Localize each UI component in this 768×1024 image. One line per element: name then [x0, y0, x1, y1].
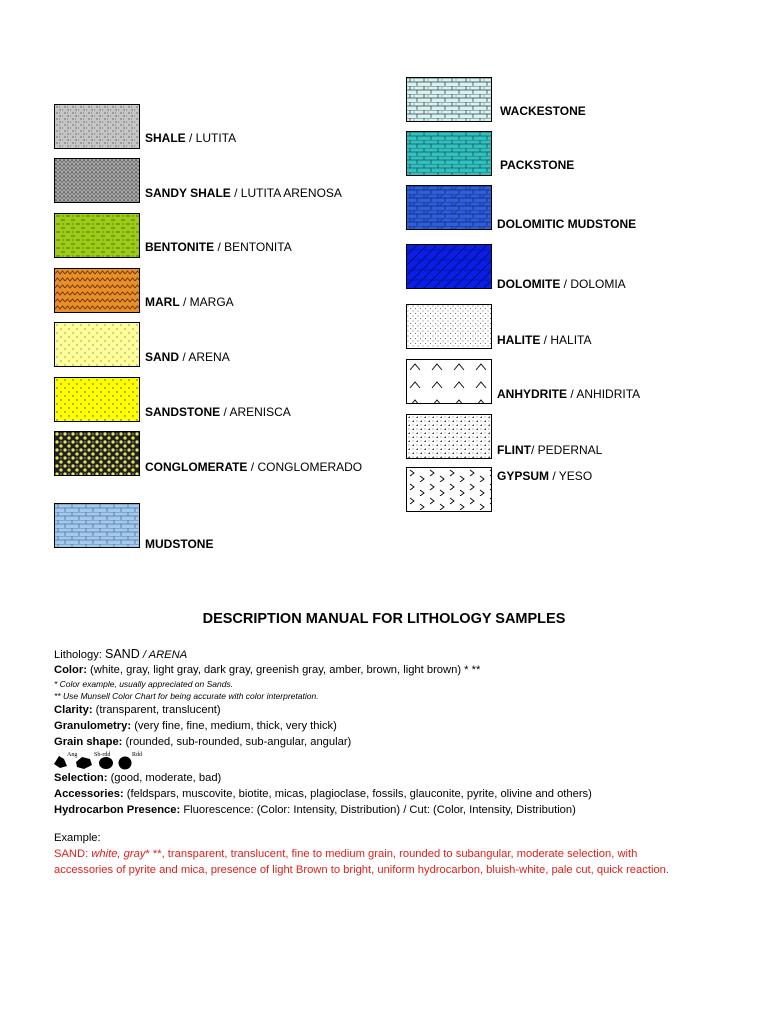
flint-label: FLINT/ PEDERNAL: [497, 443, 603, 457]
mudstone-swatch: [54, 503, 140, 548]
packstone-label: PACKSTONE: [500, 158, 575, 172]
wackestone-swatch: [406, 77, 492, 122]
dolomite-label: DOLOMITE / DOLOMIA: [497, 277, 626, 291]
sandy-shale-label: SANDY SHALE / LUTITA ARENOSA: [145, 186, 342, 200]
mudstone-label: MUDSTONE: [145, 537, 214, 551]
wackestone-label: WACKESTONE: [500, 104, 586, 118]
sandy-shale-swatch: [54, 158, 140, 203]
note-2: ** Use Munsell Color Chart for being accurate with color interpretation.: [54, 691, 319, 701]
note-1: * Color example, usually appreciated on Sands.: [54, 679, 234, 689]
anhydrite-swatch: [406, 359, 492, 404]
bentonite-swatch: [54, 213, 140, 258]
grain-label-ang: Ang: [67, 752, 78, 758]
subangular-grain-icon: [76, 757, 92, 769]
angular-grain-icon: [54, 756, 67, 768]
sand-swatch: [54, 322, 140, 367]
grain-shapes-graphic: [54, 750, 174, 770]
marl-swatch: [54, 268, 140, 313]
accessories-line: Accessories: (feldspars, muscovite, biotite, micas, plagioclase, fossils, glauconite, pyrite, olivine and others): [54, 788, 592, 800]
sandstone-swatch: [54, 377, 140, 422]
dolomite-swatch: [406, 244, 492, 289]
sandstone-label: SANDSTONE / ARENISCA: [145, 405, 291, 419]
shale-swatch: [54, 104, 140, 149]
packstone-swatch: [406, 131, 492, 176]
granulometry-line: Granulometry: (very fine, fine, medium, thick, very thick): [54, 720, 337, 732]
dolomitic-mudstone-swatch: [406, 185, 492, 230]
grain-label-rdd: Rdd: [132, 752, 143, 758]
anhydrite-label: ANHYDRITE / ANHIDRITA: [497, 387, 641, 401]
selection-line: Selection: (good, moderate, bad): [54, 772, 222, 784]
grain-shape-icons: [54, 750, 174, 770]
shale-label: SHALE / LUTITA: [145, 131, 237, 145]
sand-label: SAND / ARENA: [145, 350, 230, 364]
manual-description: [54, 646, 734, 878]
halite-swatch: [406, 304, 492, 349]
bentonite-label: BENTONITE / BENTONITA: [145, 240, 292, 254]
conglomerate-swatch: [54, 431, 140, 476]
example-label: Example:: [54, 832, 101, 844]
rounded-grain-icon: [119, 757, 132, 770]
marl-label: MARL / MARGA: [145, 295, 234, 309]
dolomitic-mudstone-label: DOLOMITIC MUDSTONE: [497, 217, 637, 231]
example-line-1: SAND: white, gray* **, transparent, translucent, fine to medium grain, rounded to subangular, moderate selection, with: [54, 848, 638, 860]
flint-swatch: [406, 414, 492, 459]
color-line: Color: (white, gray, light gray, dark gray, greenish gray, amber, brown, light brown) * **: [54, 664, 481, 676]
gypsum-label: GYPSUM / YESO: [497, 469, 593, 483]
lithology-line: Lithology: SAND / ARENA: [54, 647, 188, 661]
grain-shape-line: Grain shape: (rounded, sub-rounded, sub-angular, angular): [54, 736, 352, 748]
subrounded-grain-icon: [99, 757, 113, 769]
example-line-2: accessories of pyrite and mica, presence of light Brown to bright, uniform hydrocarbon, bluish-white, pale cut, quick reaction.: [54, 864, 669, 876]
grain-label-sbang: Sb-rdd: [94, 752, 111, 758]
hydrocarbon-line: Hydrocarbon Presence: Fluorescence: (Color: Intensity, Distribution) / Cut: (Color, Intensity, Distribution): [54, 804, 576, 816]
gypsum-swatch: [406, 467, 492, 512]
conglomerate-label: CONGLOMERATE / CONGLOMERADO: [145, 460, 363, 474]
halite-label: HALITE / HALITA: [497, 333, 592, 347]
manual-title: DESCRIPTION MANUAL FOR LITHOLOGY SAMPLES: [202, 611, 566, 627]
clarity-line: Clarity: (transparent, translucent): [54, 704, 221, 716]
